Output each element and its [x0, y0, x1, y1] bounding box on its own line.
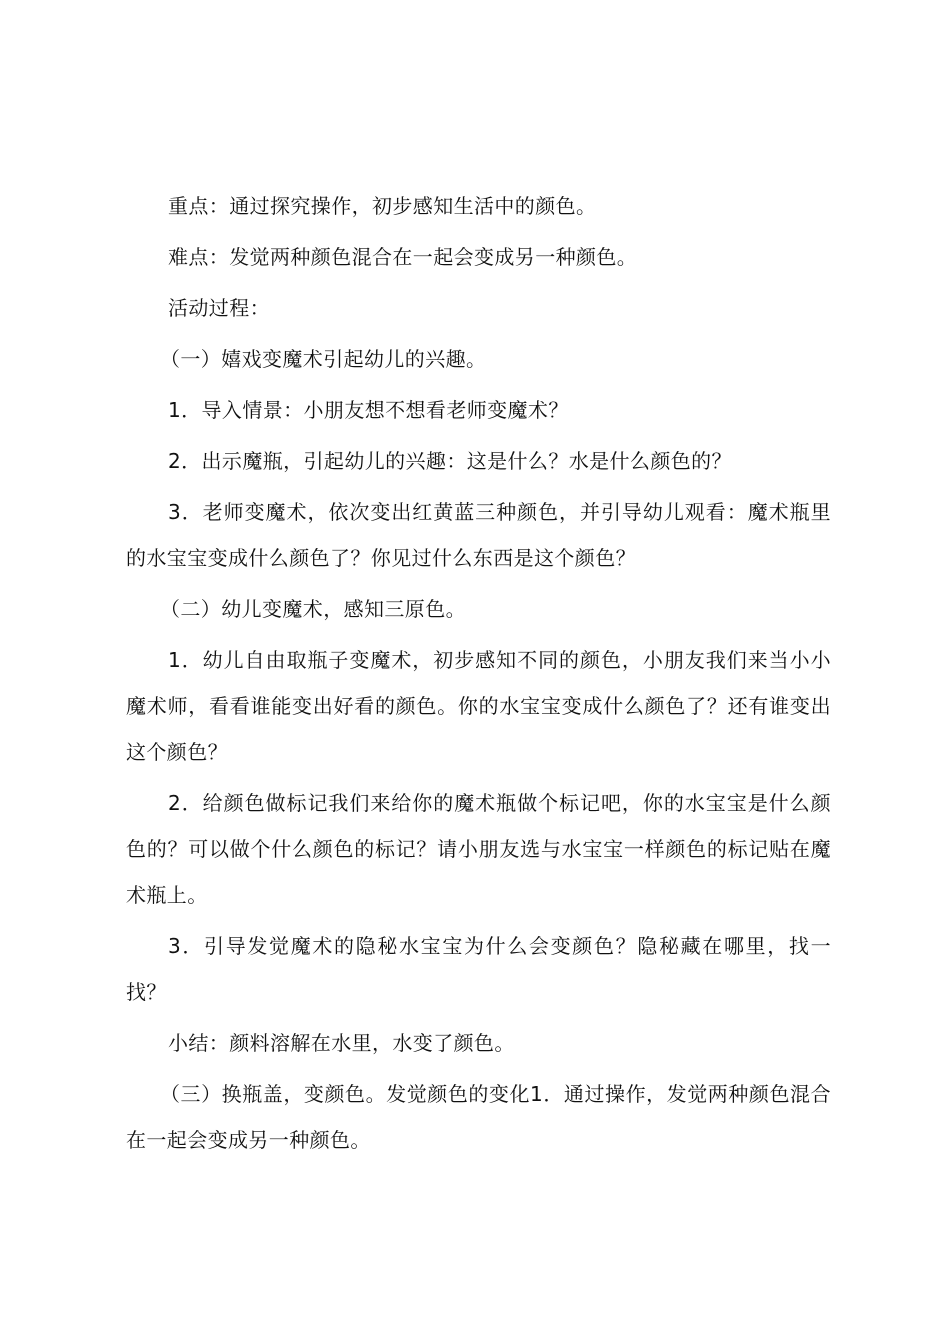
summary-paragraph: 小结：颜料溶解在水里，水变了颜色。	[168, 1031, 515, 1055]
difficulty-paragraph: 难点：发觉两种颜色混合在一起会变成另一种颜色。	[168, 245, 638, 269]
section-1-step-1: 1．导入情景：小朋友想不想看老师变魔术？	[168, 398, 569, 422]
section-2-step-2: 2．给颜色做标记我们来给你的魔术瓶做个标记吧，你的水宝宝是什么颜色的？可以做个什么颜色的标记？请小朋友选与水宝宝一样颜色的标记贴在魔术瓶上。	[126, 791, 831, 907]
process-heading: 活动过程：	[168, 296, 270, 320]
section-1-step-2: 2．出示魔瓶，引起幼儿的兴趣：这是什么？水是什么颜色的？	[168, 449, 732, 473]
section-2-step-3: 3．引导发觉魔术的隐秘水宝宝为什么会变颜色？隐秘藏在哪里，找一找？	[126, 934, 831, 1004]
document-body	[126, 183, 831, 1168]
section-1-heading: （一）嬉戏变魔术引起幼儿的兴趣。	[160, 347, 487, 371]
key-point-paragraph: 重点：通过探究操作，初步感知生活中的颜色。	[168, 194, 597, 218]
section-2-heading: （二）幼儿变魔术，感知三原色。	[160, 597, 466, 621]
section-2-step-1: 1．幼儿自由取瓶子变魔术，初步感知不同的颜色，小朋友我们来当小小魔术师，看看谁能变出好看的颜色。你的水宝宝变成什么颜色了？还有谁变出这个颜色？	[126, 648, 831, 764]
section-1-step-3: 3．老师变魔术，依次变出红黄蓝三种颜色，并引导幼儿观看：魔术瓶里的水宝宝变成什么颜色了？你见过什么东西是这个颜色？	[126, 500, 831, 570]
section-3-paragraph: （三）换瓶盖，变颜色。发觉颜色的变化1．通过操作，发觉两种颜色混合在一起会变成另一种颜色。	[126, 1082, 831, 1152]
